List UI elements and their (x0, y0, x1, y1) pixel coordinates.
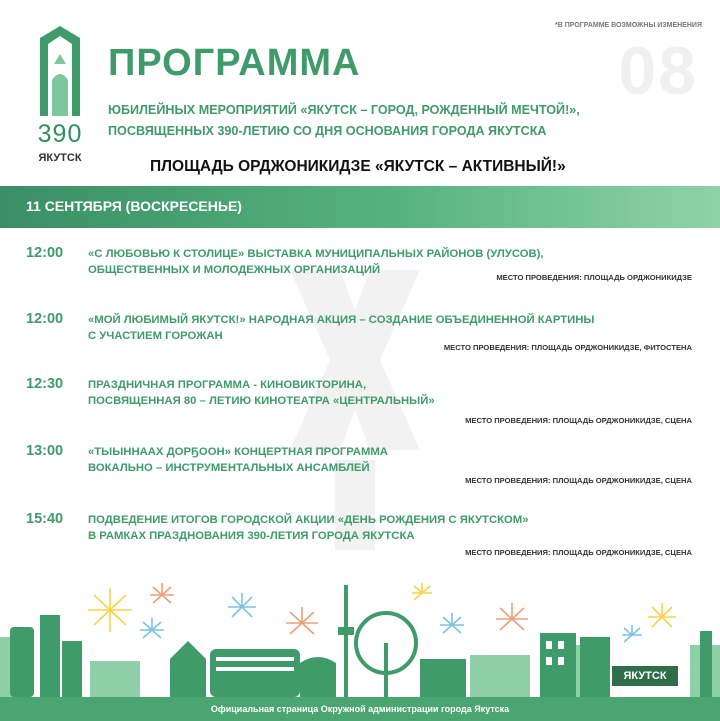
event-line-2: ВОКАЛЬНО – ИНСТРУМЕНТАЛЬНЫХ АНСАМБЛЕЙ (88, 461, 370, 474)
logo-number: 390 (37, 120, 83, 148)
event-line-2: ПОСВЯЩЕННАЯ 80 – ЛЕТИЮ КИНОТЕАТРА «ЦЕНТРАЛЬНЫЙ» (88, 394, 435, 407)
event-place: МЕСТО ПРОВЕДЕНИЯ: ПЛОЩАДЬ ОРДЖОНИКИДЗЕ, СЦЕНА (465, 416, 692, 425)
event-line-1: «С ЛЮБОВЬЮ К СТОЛИЦЕ» ВЫСТАВКА МУНИЦИПАЛЬНЫХ РАЙОНОВ (УЛУСОВ), (88, 248, 544, 260)
event-time: 12:00 (26, 311, 64, 327)
event-line-1: ПОДВЕДЕНИЕ ИТОГОВ ГОРОДСКОЙ АКЦИИ «ДЕНЬ РОЖДЕНИЯ С ЯКУТСКОМ» (88, 514, 529, 526)
event-place: МЕСТО ПРОВЕДЕНИЯ: ПЛОЩАДЬ ОРДЖОНИКИДЗЕ (496, 273, 692, 282)
watermark-icon (280, 270, 430, 550)
event-description (88, 378, 698, 409)
city-logo-icon (38, 24, 82, 116)
footer (0, 697, 720, 721)
event-time: 15:40 (26, 511, 64, 527)
page-number: 08 (618, 33, 698, 109)
logo (30, 24, 90, 174)
event-description (88, 445, 698, 476)
event-description (88, 513, 698, 544)
changes-note: *В ПРОГРАММЕ ВОЗМОЖНЫ ИЗМЕНЕНИЯ (555, 22, 702, 29)
date-bar (0, 186, 720, 228)
date-label: 11 СЕНТЯБРЯ (ВОСКРЕСЕНЬЕ) (26, 198, 242, 214)
event-place: МЕСТО ПРОВЕДЕНИЯ: ПЛОЩАДЬ ОРДЖОНИКИДЗЕ, СЦЕНА (465, 476, 692, 485)
footer-text: Официальная страница Окружной администрации города Якутска (210, 704, 510, 714)
event-line-1: ПРАЗДНИЧНАЯ ПРОГРАММА - КИНОВИКТОРИНА, (88, 379, 367, 391)
event-line-2: ОБЩЕСТВЕННЫХ И МОЛОДЕЖНЫХ ОРГАНИЗАЦИЙ (88, 263, 381, 276)
event-time: 13:00 (26, 443, 64, 459)
city-sign: ЯКУТСК (612, 666, 678, 686)
subtitle (108, 100, 698, 142)
subtitle-line-1: ЮБИЛЕЙНЫХ МЕРОПРИЯТИЙ «ЯКУТСК – ГОРОД, РОЖДЕННЫЙ МЕЧТОЙ!», (108, 103, 580, 117)
venue-heading: ПЛОЩАДЬ ОРДЖОНИКИДЗЕ «ЯКУТСК – АКТИВНЫЙ!» (150, 158, 566, 175)
page-title: ПРОГРАММА (108, 42, 361, 84)
event-line-2: В РАМКАХ ПРАЗДНОВАНИЯ 390-ЛЕТИЯ ГОРОДА ЯКУТСКА (88, 529, 415, 542)
subtitle-line-2: ПОСВЯЩЕННЫХ 390-ЛЕТИЮ СО ДНЯ ОСНОВАНИЯ ГОРОДА ЯКУТСКА (108, 124, 547, 138)
event-place: МЕСТО ПРОВЕДЕНИЯ: ПЛОЩАДЬ ОРДЖОНИКИДЗЕ, ФИТОСТЕНА (443, 343, 692, 352)
event-time: 12:30 (26, 376, 64, 392)
event-line-2: С УЧАСТИЕМ ГОРОЖАН (88, 329, 223, 342)
logo-city: ЯКУТСК (38, 152, 82, 164)
event-line-1: «ТЫЫННААХ ДОРҔООН» КОНЦЕРТНАЯ ПРОГРАММА (88, 446, 388, 458)
event-line-1: «МОЙ ЛЮБИМЫЙ ЯКУТСК!» НАРОДНАЯ АКЦИЯ – СОЗДАНИЕ ОБЪЕДИНЕННОЙ КАРТИНЫ (88, 314, 595, 326)
event-description (88, 313, 698, 344)
event-time: 12:00 (26, 245, 64, 261)
event-place: МЕСТО ПРОВЕДЕНИЯ: ПЛОЩАДЬ ОРДЖОНИКИДЗЕ, СЦЕНА (465, 548, 692, 557)
